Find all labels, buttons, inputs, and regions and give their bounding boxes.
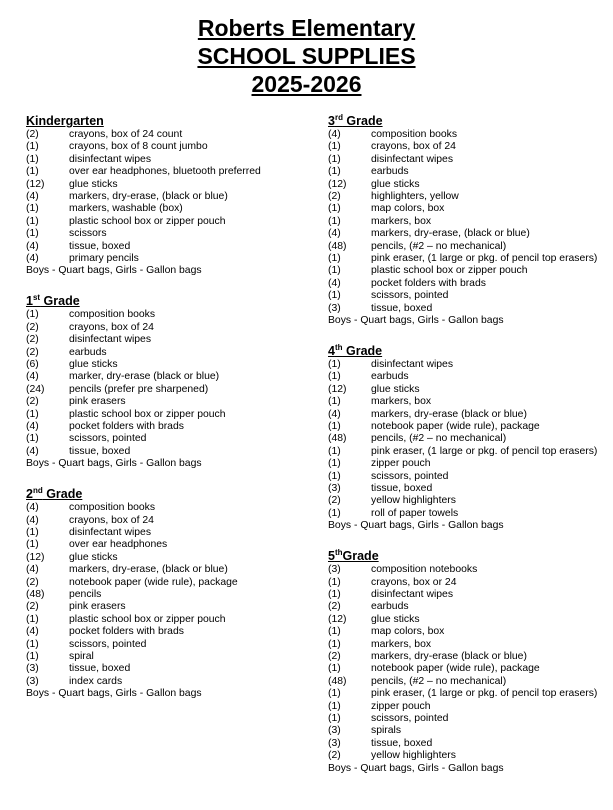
item-description: markers, box [371, 638, 432, 650]
item-description: plastic school box or zipper pouch [69, 408, 226, 420]
item-description: tissue, boxed [371, 737, 433, 749]
supply-item [26, 322, 306, 334]
supply-item [328, 626, 603, 638]
grade-title [26, 487, 306, 502]
grade-ordinal-suffix: th [334, 342, 343, 352]
supply-item [26, 676, 306, 688]
supply-item [328, 409, 603, 421]
supply-item [26, 371, 306, 383]
grade-section [328, 344, 603, 533]
supply-item [328, 154, 603, 166]
grade-title [328, 114, 603, 129]
supply-item [328, 166, 603, 178]
item-quantity: (2) [26, 129, 39, 140]
item-description: disinfectant wipes [69, 526, 152, 538]
item-quantity: (1) [26, 203, 39, 215]
grade-label: Grade [40, 294, 80, 309]
supply-item [26, 241, 306, 253]
item-quantity: (1) [328, 507, 341, 519]
item-description: crayons, box of 24 [69, 321, 154, 333]
item-description: markers, dry-erase (black or blue) [371, 651, 527, 663]
grade-section [26, 114, 306, 278]
supply-item [328, 577, 603, 589]
item-description: roll of paper towels [371, 507, 459, 519]
item-description: over ear headphones [69, 539, 168, 551]
supply-item [328, 433, 603, 445]
supply-item [26, 359, 306, 371]
grade-ordinal-suffix: rd [334, 112, 343, 122]
grade-name: 5 [328, 549, 335, 564]
item-quantity: (3) [26, 663, 39, 675]
grade-ordinal-suffix: nd [32, 486, 43, 495]
item-description: scissors, pointed [371, 713, 449, 725]
supply-item [26, 216, 306, 228]
item-quantity: (2) [328, 191, 341, 203]
item-description: crayons, box of 24 count [69, 129, 183, 140]
supply-item [328, 278, 603, 290]
item-description: markers, dry-erase, (black or blue) [371, 228, 530, 240]
item-description: glue sticks [371, 383, 420, 395]
right-column [328, 114, 603, 792]
item-quantity: (1) [26, 433, 39, 445]
item-quantity: (2) [26, 601, 39, 613]
item-quantity: (1) [26, 408, 39, 420]
supply-item [328, 495, 603, 507]
item-description: spirals [371, 725, 402, 737]
supply-item [26, 347, 306, 359]
item-quantity: (4) [328, 228, 341, 240]
item-quantity: (12) [328, 383, 347, 395]
item-quantity: (4) [26, 371, 39, 383]
bag-note: Boys - Quart bags, Girls - Gallon bags [328, 315, 504, 327]
supply-item [328, 129, 603, 141]
grade-name: 2 [26, 487, 33, 502]
item-description: markers, box [371, 215, 432, 227]
item-description: pink erasers [69, 396, 126, 408]
supply-item [26, 515, 306, 527]
supply-item [328, 738, 603, 750]
grade-section [328, 549, 603, 775]
bag-note: Boys - Quart bags, Girls - Gallon bags [26, 265, 202, 277]
item-quantity: (4) [328, 129, 341, 140]
supply-item [26, 663, 306, 675]
item-description: highlighters, yellow [371, 191, 459, 203]
item-description: pink erasers [69, 601, 126, 613]
document-header [0, 14, 613, 98]
supply-item [26, 626, 306, 638]
item-description: pink eraser, (1 large or pkg. of pencil top erasers) [371, 445, 598, 457]
item-quantity: (3) [328, 725, 341, 737]
item-description: tissue, boxed [371, 302, 433, 314]
grade-name: 4 [328, 344, 335, 358]
item-description: glue sticks [371, 613, 420, 625]
item-description: crayons, box of 8 count jumbo [69, 141, 208, 153]
supply-item [26, 203, 306, 215]
supply-item [26, 502, 306, 514]
item-quantity: (1) [328, 253, 341, 265]
supply-item [328, 265, 603, 277]
item-description: disinfectant wipes [371, 589, 454, 600]
item-description: pink eraser, (1 large or pkg. of pencil top erasers) [371, 253, 598, 265]
item-description: composition books [371, 129, 458, 140]
item-description: pencils, (#2 – no mechanical) [371, 675, 507, 687]
item-description: composition books [69, 309, 156, 321]
item-quantity: (12) [26, 178, 45, 190]
grade-section [26, 294, 306, 470]
item-description: markers, washable (box) [69, 203, 183, 215]
item-description: glue sticks [69, 551, 118, 563]
item-quantity: (1) [328, 141, 341, 153]
supply-item [328, 141, 603, 153]
grade-title [328, 549, 603, 564]
supply-item [26, 614, 306, 626]
item-description: scissors, pointed [371, 470, 449, 482]
supply-item [328, 228, 603, 240]
supply-item [328, 179, 603, 191]
supply-item [26, 433, 306, 445]
item-quantity: (48) [328, 433, 347, 445]
supply-item [26, 446, 306, 458]
grade-title [328, 344, 603, 359]
item-description: disinfectant wipes [69, 334, 152, 346]
item-quantity: (48) [328, 675, 347, 687]
item-quantity: (4) [26, 564, 39, 576]
supply-item [328, 384, 603, 396]
supply-item [328, 471, 603, 483]
item-quantity: (2) [26, 576, 39, 588]
item-description: notebook paper (wide rule), package [371, 421, 540, 433]
item-description: earbuds [371, 371, 409, 383]
item-quantity: (2) [26, 321, 39, 333]
supply-item [328, 564, 603, 576]
item-description: scissors, pointed [69, 638, 147, 650]
item-description: notebook paper (wide rule), package [371, 663, 540, 675]
supply-item [26, 589, 306, 601]
supply-item [328, 290, 603, 302]
grade-name: Kindergarten [26, 114, 104, 128]
supply-item [328, 663, 603, 675]
supply-item [26, 564, 306, 576]
supply-item [26, 601, 306, 613]
item-description: zipper pouch [371, 458, 431, 470]
item-quantity: (3) [328, 564, 341, 576]
item-quantity: (1) [328, 638, 341, 650]
item-quantity: (4) [328, 408, 341, 420]
item-quantity: (48) [26, 589, 45, 600]
item-description: spiral [69, 651, 94, 663]
item-quantity: (1) [328, 589, 341, 600]
grade-label: Grade [342, 114, 383, 128]
supply-item [328, 396, 603, 408]
supply-item [26, 129, 306, 141]
item-quantity: (1) [26, 215, 39, 227]
supply-item [328, 639, 603, 651]
item-quantity: (2) [328, 651, 341, 663]
supply-item [26, 384, 306, 396]
item-description: crayons, box of 24 [371, 141, 456, 153]
supply-item [26, 228, 306, 240]
item-quantity: (1) [328, 421, 341, 433]
supply-item [328, 651, 603, 663]
item-quantity: (4) [26, 421, 39, 433]
item-quantity: (4) [26, 445, 39, 457]
supply-item [328, 688, 603, 700]
item-quantity: (4) [26, 253, 39, 265]
item-quantity: (1) [328, 396, 341, 408]
supply-item [26, 334, 306, 346]
item-quantity: (2) [328, 750, 341, 762]
item-description: yellow highlighters [371, 750, 456, 762]
item-quantity: (1) [26, 309, 39, 321]
supply-item [328, 253, 603, 265]
item-quantity: (24) [26, 383, 45, 395]
item-quantity: (1) [26, 141, 39, 153]
item-quantity: (1) [328, 700, 341, 712]
item-quantity: (4) [26, 240, 39, 252]
supply-item [328, 303, 603, 315]
item-description: primary pencils [69, 253, 139, 265]
supply-item [328, 701, 603, 713]
item-quantity: (4) [26, 514, 39, 526]
item-description: notebook paper (wide rule), package [69, 576, 238, 588]
item-description: pencils, (#2 – no mechanical) [371, 240, 507, 252]
item-description: markers, dry-erase, (black or blue) [69, 191, 228, 203]
supply-item [328, 458, 603, 470]
item-quantity: (1) [328, 290, 341, 302]
item-description: markers, box [371, 396, 432, 408]
item-description: tissue, boxed [69, 445, 131, 457]
school-year: 2025-2026 [251, 71, 362, 97]
item-quantity: (1) [328, 359, 341, 370]
grade-ordinal-suffix: st [32, 293, 41, 303]
item-description: over ear headphones, bluetooth preferred [69, 166, 261, 178]
item-description: index cards [69, 675, 123, 687]
item-quantity: (1) [26, 651, 39, 663]
supply-item [328, 589, 603, 601]
item-quantity: (1) [328, 663, 341, 675]
item-description: markers, dry-erase, (black or blue) [69, 564, 228, 576]
item-quantity: (2) [26, 396, 39, 408]
supply-item [26, 552, 306, 564]
supply-item [328, 483, 603, 495]
supply-item [328, 371, 603, 383]
supply-item [328, 713, 603, 725]
item-description: pencils, (#2 – no mechanical) [371, 433, 507, 445]
school-name: Roberts Elementary [197, 15, 416, 41]
supply-item [26, 141, 306, 153]
supply-item [26, 253, 306, 265]
item-quantity: (1) [26, 638, 39, 650]
item-quantity: (1) [328, 265, 341, 277]
left-column [26, 114, 306, 717]
item-quantity: (4) [26, 191, 39, 203]
grade-ordinal-suffix: th [334, 548, 343, 558]
supply-item [328, 421, 603, 433]
grade-section [328, 114, 603, 328]
item-description: map colors, box [371, 626, 445, 638]
item-quantity: (4) [328, 277, 341, 289]
item-quantity: (1) [26, 153, 39, 165]
item-description: map colors, box [371, 203, 445, 215]
item-quantity: (2) [328, 495, 341, 507]
item-quantity: (1) [26, 526, 39, 538]
item-quantity: (4) [26, 626, 39, 638]
supply-item [328, 191, 603, 203]
item-quantity: (1) [328, 713, 341, 725]
grade-label: Grade [342, 549, 379, 564]
supply-item [26, 396, 306, 408]
item-description: tissue, boxed [69, 240, 131, 252]
grade-section [26, 487, 306, 701]
item-description: disinfectant wipes [371, 153, 454, 165]
supply-item [328, 725, 603, 737]
supply-item [26, 651, 306, 663]
bag-note: Boys - Quart bags, Girls - Gallon bags [328, 762, 504, 774]
item-description: crayons, box of 24 [69, 514, 154, 526]
item-description: scissors [69, 228, 107, 240]
item-quantity: (1) [26, 166, 39, 178]
grade-label: Grade [42, 487, 83, 502]
item-quantity: (48) [328, 240, 347, 252]
item-quantity: (1) [328, 626, 341, 638]
item-description: pencils [69, 589, 102, 600]
item-quantity: (1) [328, 470, 341, 482]
grade-title [26, 114, 306, 129]
grade-name: 1 [26, 294, 33, 309]
grade-label: Grade [342, 344, 383, 358]
supply-item [26, 539, 306, 551]
supply-item [26, 166, 306, 178]
item-quantity: (1) [26, 539, 39, 551]
item-quantity: (12) [26, 551, 45, 563]
bag-note: Boys - Quart bags, Girls - Gallon bags [26, 688, 202, 700]
item-quantity: (2) [328, 601, 341, 613]
item-description: pocket folders with brads [371, 277, 486, 289]
supply-item [26, 191, 306, 203]
item-description: disinfectant wipes [371, 359, 454, 370]
item-description: pink eraser, (1 large or pkg. of pencil top erasers) [371, 688, 598, 700]
item-quantity: (3) [328, 483, 341, 495]
supply-item [328, 216, 603, 228]
supply-item [26, 154, 306, 166]
item-quantity: (1) [328, 166, 341, 178]
supply-item [26, 309, 306, 321]
bag-note: Boys - Quart bags, Girls - Gallon bags [26, 458, 202, 470]
item-description: scissors, pointed [69, 433, 147, 445]
item-description: yellow highlighters [371, 495, 456, 507]
item-quantity: (3) [328, 737, 341, 749]
item-quantity: (12) [328, 613, 347, 625]
supply-item [328, 601, 603, 613]
item-quantity: (1) [328, 688, 341, 700]
supply-item [26, 577, 306, 589]
supply-item [328, 508, 603, 520]
item-quantity: (3) [26, 675, 39, 687]
item-description: glue sticks [69, 178, 118, 190]
item-quantity: (1) [328, 576, 341, 588]
item-description: pencils (prefer pre sharpened) [69, 383, 209, 395]
item-quantity: (1) [328, 445, 341, 457]
item-quantity: (1) [26, 228, 39, 240]
supply-item [26, 639, 306, 651]
supply-item [26, 527, 306, 539]
supply-item [26, 179, 306, 191]
item-description: plastic school box or zipper pouch [69, 613, 226, 625]
bag-note: Boys - Quart bags, Girls - Gallon bags [328, 520, 504, 532]
item-quantity: (3) [328, 302, 341, 314]
item-description: tissue, boxed [69, 663, 131, 675]
supply-item [26, 409, 306, 421]
item-description: plastic school box or zipper pouch [371, 265, 528, 277]
item-description: marker, dry-erase (black or blue) [69, 371, 220, 383]
supply-item [328, 676, 603, 688]
item-quantity: (2) [26, 346, 39, 358]
item-description: scissors, pointed [371, 290, 449, 302]
page-title: SCHOOL SUPPLIES [197, 43, 416, 69]
grade-name: 3 [328, 114, 335, 128]
item-description: disinfectant wipes [69, 153, 152, 165]
item-quantity: (4) [26, 502, 39, 514]
supply-item [328, 203, 603, 215]
item-quantity: (2) [26, 334, 39, 346]
supply-item [328, 241, 603, 253]
item-quantity: (12) [328, 178, 347, 190]
item-quantity: (6) [26, 359, 39, 370]
item-description: composition books [69, 502, 156, 514]
supply-item [328, 446, 603, 458]
item-description: earbuds [371, 166, 409, 178]
item-description: pocket folders with brads [69, 626, 184, 638]
item-description: pocket folders with brads [69, 421, 184, 433]
item-quantity: (1) [328, 215, 341, 227]
supply-item [26, 421, 306, 433]
supply-item [328, 614, 603, 626]
item-description: crayons, box or 24 [371, 576, 457, 588]
item-description: glue sticks [371, 178, 420, 190]
item-description: composition notebooks [371, 564, 478, 576]
supply-item [328, 750, 603, 762]
item-quantity: (1) [328, 371, 341, 383]
item-quantity: (1) [328, 153, 341, 165]
item-description: plastic school box or zipper pouch [69, 215, 226, 227]
item-quantity: (1) [328, 458, 341, 470]
item-description: earbuds [371, 601, 409, 613]
item-description: earbuds [69, 346, 107, 358]
item-description: glue sticks [69, 359, 118, 370]
item-quantity: (1) [328, 203, 341, 215]
grade-title [26, 294, 306, 309]
item-description: markers, dry-erase (black or blue) [371, 408, 527, 420]
supply-item [328, 359, 603, 371]
item-quantity: (1) [26, 613, 39, 625]
item-description: zipper pouch [371, 700, 431, 712]
item-description: tissue, boxed [371, 483, 433, 495]
